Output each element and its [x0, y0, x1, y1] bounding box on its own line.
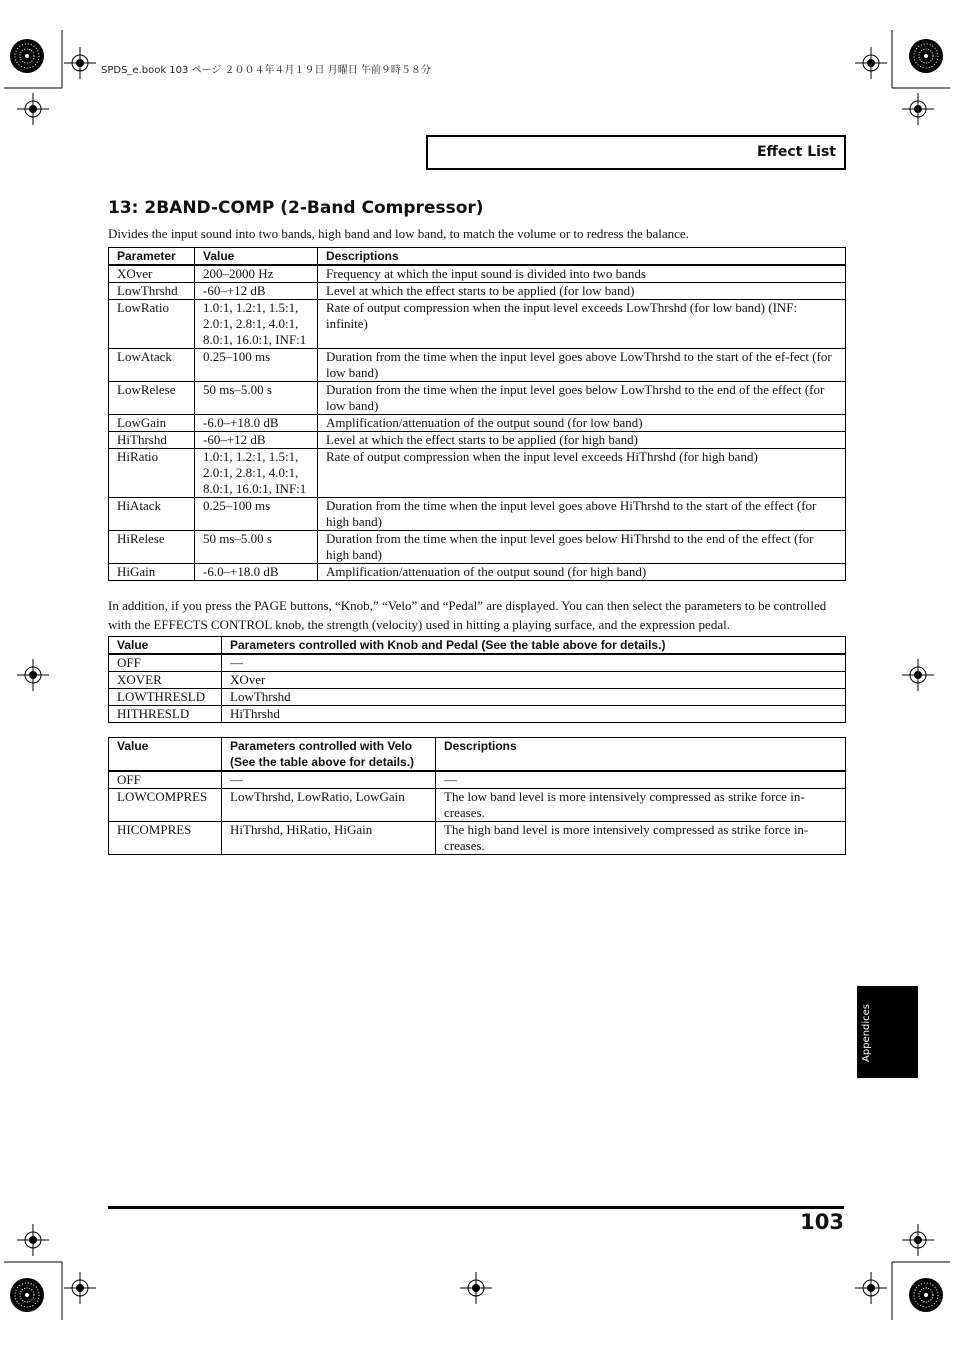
- table-cell: LowThrshd: [109, 283, 195, 300]
- cross-mark: [855, 47, 887, 79]
- table-row: [109, 415, 846, 432]
- section-header-box: [426, 135, 846, 170]
- table-cell: -6.0–+18.0 dB: [195, 564, 318, 581]
- velo-table: [108, 737, 846, 855]
- page-number: 103: [800, 1210, 844, 1234]
- table-row: [109, 654, 846, 672]
- table-cell: Level at which the effect starts to be applied (for high band): [318, 432, 846, 449]
- table-cell: LOWCOMPRES: [109, 789, 222, 822]
- table-cell: Duration from the time when the input level goes below HiThrshd to the end of the effect (for high band): [318, 531, 846, 564]
- effect-intro: Divides the input sound into two bands, high band and low band, to match the volume or to redress the balance.: [108, 226, 689, 241]
- table-row: [109, 822, 846, 855]
- table-cell: 1.0:1, 1.2:1, 1.5:1, 2.0:1, 2.8:1, 4.0:1, 8.0:1, 16.0:1, INF:1: [195, 300, 318, 349]
- table-cell: Level at which the effect starts to be applied (for low band): [318, 283, 846, 300]
- table-cell: HiGain: [109, 564, 195, 581]
- table-cell: LOWTHRESLD: [109, 689, 222, 706]
- column-header: Parameter: [109, 248, 195, 266]
- starburst-top-right: [909, 39, 943, 73]
- table-row: [109, 349, 846, 382]
- table-cell: HICOMPRES: [109, 822, 222, 855]
- table-cell: 50 ms–5.00 s: [195, 531, 318, 564]
- cross-mark: [17, 93, 49, 125]
- parameter-table: [108, 247, 846, 581]
- table-row: [109, 300, 846, 349]
- table-cell: The high band level is more intensively compressed as strike force in-creases.: [436, 822, 846, 855]
- cross-mark: [17, 659, 49, 691]
- appendices-side-tab: [857, 986, 918, 1078]
- table-cell: HITHRESLD: [109, 706, 222, 723]
- table-cell: OFF: [109, 771, 222, 789]
- table-cell: HiRatio: [109, 449, 195, 498]
- page-buttons-paragraph: In addition, if you press the PAGE buttons, “Knob,” “Velo” and “Pedal” are displayed. You can then select the parameters to be controlled with the EFFECTS CONTROL knob, the strength (velocity) used in hitting a playing surface, and the expression pedal.: [108, 598, 827, 632]
- table-row: [109, 382, 846, 415]
- starburst-bottom-right: [909, 1278, 943, 1312]
- table-cell: LowAtack: [109, 349, 195, 382]
- effect-title: 13: 2BAND-COMP (2-Band Compressor): [108, 198, 484, 218]
- table-row: [109, 672, 846, 689]
- table-cell: -6.0–+18.0 dB: [195, 415, 318, 432]
- table-cell: LowGain: [109, 415, 195, 432]
- cross-mark: [855, 1272, 887, 1304]
- column-header: Value: [109, 738, 222, 772]
- table-cell: LowThrshd: [222, 689, 846, 706]
- table-row: [109, 564, 846, 581]
- table-row: [109, 706, 846, 723]
- column-header: Descriptions: [436, 738, 846, 772]
- table-header-row: [109, 248, 846, 266]
- column-header: Parameters controlled with Velo (See the table above for details.): [222, 738, 436, 772]
- table-cell: HiThrshd: [109, 432, 195, 449]
- table-row: [109, 771, 846, 789]
- table-cell: -60–+12 dB: [195, 432, 318, 449]
- table-cell: -60–+12 dB: [195, 283, 318, 300]
- table-cell: Duration from the time when the input level goes above HiThrshd to the start of the effect (for high band): [318, 498, 846, 531]
- table-cell: Duration from the time when the input level goes above LowThrshd to the start of the ef-fect (for low band): [318, 349, 846, 382]
- table-cell: HiThrshd, HiRatio, HiGain: [222, 822, 436, 855]
- table-cell: 1.0:1, 1.2:1, 1.5:1, 2.0:1, 2.8:1, 4.0:1, 8.0:1, 16.0:1, INF:1: [195, 449, 318, 498]
- knob-pedal-table: [108, 636, 846, 723]
- cross-mark: [902, 659, 934, 691]
- table-cell: 0.25–100 ms: [195, 349, 318, 382]
- table-row: [109, 789, 846, 822]
- table-cell: HiThrshd: [222, 706, 846, 723]
- table-row: [109, 531, 846, 564]
- table-cell: Frequency at which the input sound is divided into two bands: [318, 265, 846, 283]
- table-row: [109, 689, 846, 706]
- starburst-top-left: [10, 39, 44, 73]
- table-cell: Rate of output compression when the input level exceeds LowThrshd (for low band) (INF: infinite): [318, 300, 846, 349]
- table-cell: HiAtack: [109, 498, 195, 531]
- table-cell: LowThrshd, LowRatio, LowGain: [222, 789, 436, 822]
- table-header-row: [109, 637, 846, 655]
- cross-mark: [17, 1224, 49, 1256]
- cross-mark: [460, 1272, 492, 1304]
- starburst-bottom-left: [10, 1278, 44, 1312]
- table-cell: —: [222, 654, 846, 672]
- table-cell: LowRatio: [109, 300, 195, 349]
- table-cell: Duration from the time when the input level goes below LowThrshd to the end of the effect (for low band): [318, 382, 846, 415]
- table-cell: Amplification/attenuation of the output sound (for low band): [318, 415, 846, 432]
- table-cell: XOver: [222, 672, 846, 689]
- column-header: Value: [195, 248, 318, 266]
- cross-mark: [902, 1224, 934, 1256]
- table-row: [109, 432, 846, 449]
- table-cell: The low band level is more intensively compressed as strike force in-creases.: [436, 789, 846, 822]
- table-cell: Amplification/attenuation of the output sound (for high band): [318, 564, 846, 581]
- table-header-row: [109, 738, 846, 772]
- table-cell: XOVER: [109, 672, 222, 689]
- table-cell: 200–2000 Hz: [195, 265, 318, 283]
- table-cell: LowRelese: [109, 382, 195, 415]
- column-header: Parameters controlled with Knob and Pedal (See the table above for details.): [222, 637, 846, 655]
- section-title: Effect List: [756, 144, 836, 160]
- table-cell: 50 ms–5.00 s: [195, 382, 318, 415]
- table-cell: 0.25–100 ms: [195, 498, 318, 531]
- table-cell: OFF: [109, 654, 222, 672]
- table-row: [109, 283, 846, 300]
- table-row: [109, 449, 846, 498]
- table-cell: Rate of output compression when the input level exceeds HiThrshd (for high band): [318, 449, 846, 498]
- table-cell: —: [436, 771, 846, 789]
- cross-mark: [64, 1272, 96, 1304]
- cross-mark: [64, 47, 96, 79]
- footer-rule: [108, 1206, 844, 1209]
- table-cell: HiRelese: [109, 531, 195, 564]
- table-cell: XOver: [109, 265, 195, 283]
- column-header: Value: [109, 637, 222, 655]
- table-row: [109, 498, 846, 531]
- table-row: [109, 265, 846, 283]
- side-tab-label: Appendices: [861, 1003, 872, 1062]
- cross-mark: [902, 93, 934, 125]
- table-cell: —: [222, 771, 436, 789]
- column-header: Descriptions: [318, 248, 846, 266]
- file-meta-header: SPDS_e.book 103 ページ ２００４年４月１９日 月曜日 午前９時５８分: [101, 65, 431, 76]
